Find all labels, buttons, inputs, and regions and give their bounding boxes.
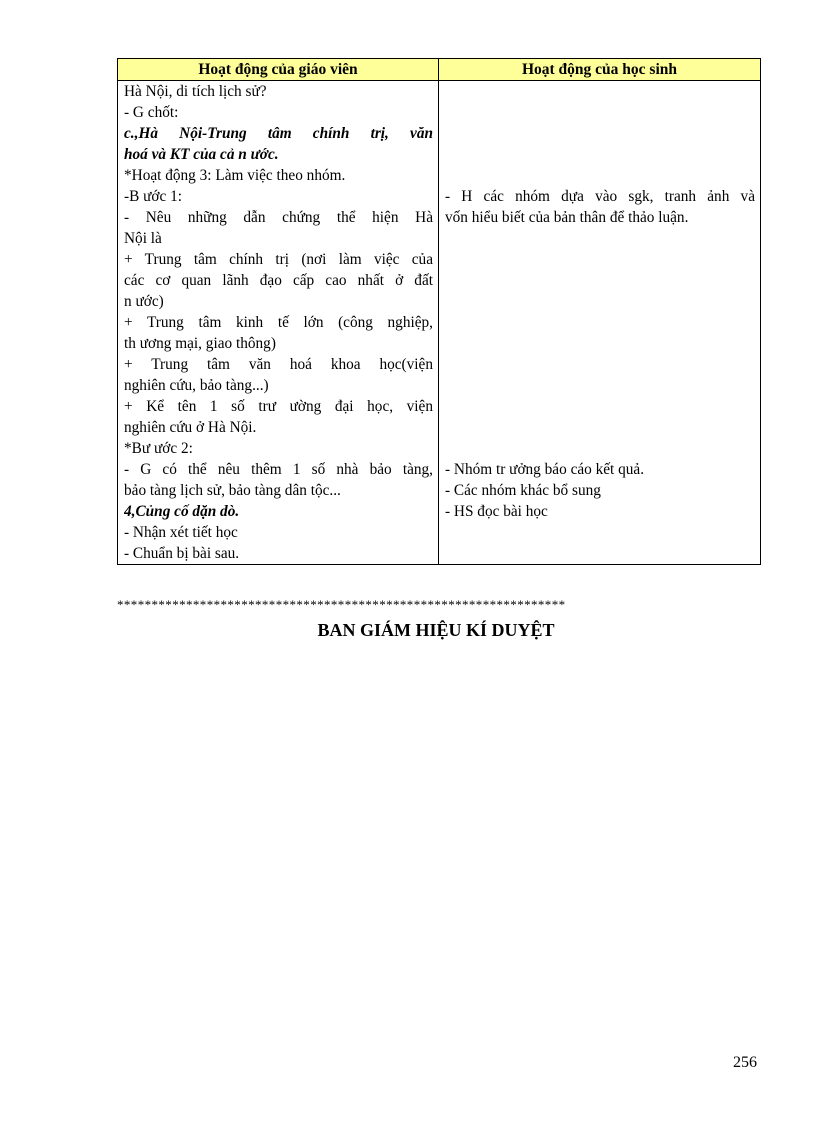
section-heading: c.,Hà Nội-Trung tâm chính trị, văn [124,125,433,142]
lesson-activity-table [117,58,761,565]
section-heading: hoá và KT của cả n ước. [124,146,279,163]
separator-line: ***************************************************************** [117,597,566,612]
teacher-activity-header: Hoạt động của giáo viên [118,59,439,81]
teacher-line: Nội là [124,230,162,247]
teacher-line: + Trung tâm chính trị (nơi làm việc của [124,251,433,268]
teacher-line: Hà Nội, di tích lịch sử? [124,83,267,100]
teacher-line: nghiên cứu ở Hà Nội. [124,419,257,436]
teacher-line: n ước) [124,293,164,310]
page-number: 256 [733,1054,757,1071]
teacher-line: bảo tàng lịch sử, bảo tàng dân tộc... [124,482,341,499]
table-header-row [118,59,761,81]
student-line: - Nhóm tr ưởng báo cáo kết quả. [445,461,645,478]
student-line: - HS đọc bài học [445,503,548,520]
teacher-line: -B ước 1: [124,188,183,205]
student-line: - Các nhóm khác bổ sung [445,482,601,499]
student-activity-header: Hoạt động của học sinh [439,59,761,81]
teacher-line: + Trung tâm kinh tế lớn (công nghiệp, [124,314,433,331]
teacher-line: *Bư ước 2: [124,440,193,457]
approval-title: BAN GIÁM HIỆU KÍ DUYỆT [317,620,555,640]
teacher-line: *Hoạt động 3: Làm việc theo nhóm. [124,167,346,184]
teacher-line: - Nêu những dẫn chứng thể hiện Hà [124,209,433,226]
teacher-line: - G có thể nêu thêm 1 số nhà bảo tàng, [124,461,433,478]
teacher-line: th ương mại, giao thông) [124,335,276,352]
table-row [118,81,761,565]
student-activity-cell [439,81,761,565]
teacher-line: - Nhận xét tiết học [124,524,238,541]
teacher-line: nghiên cứu, bảo tàng...) [124,377,269,394]
teacher-activity-cell [118,81,439,565]
teacher-line: + Trung tâm văn hoá khoa học(viện [124,356,433,373]
teacher-line: + Kể tên 1 số trư ường đại học, viện [124,398,433,415]
teacher-line: - Chuẩn bị bài sau. [124,545,240,562]
teacher-line: - G chốt: [124,104,179,121]
section-heading: 4,Củng cố dặn dò. [124,503,240,520]
student-line: - H các nhóm dựa vào sgk, tranh ảnh và [445,188,755,205]
teacher-line: các cơ quan lãnh đạo cấp cao nhất ở đất [124,272,433,289]
student-line: vốn hiểu biết của bản thân để thảo luận. [445,209,689,226]
